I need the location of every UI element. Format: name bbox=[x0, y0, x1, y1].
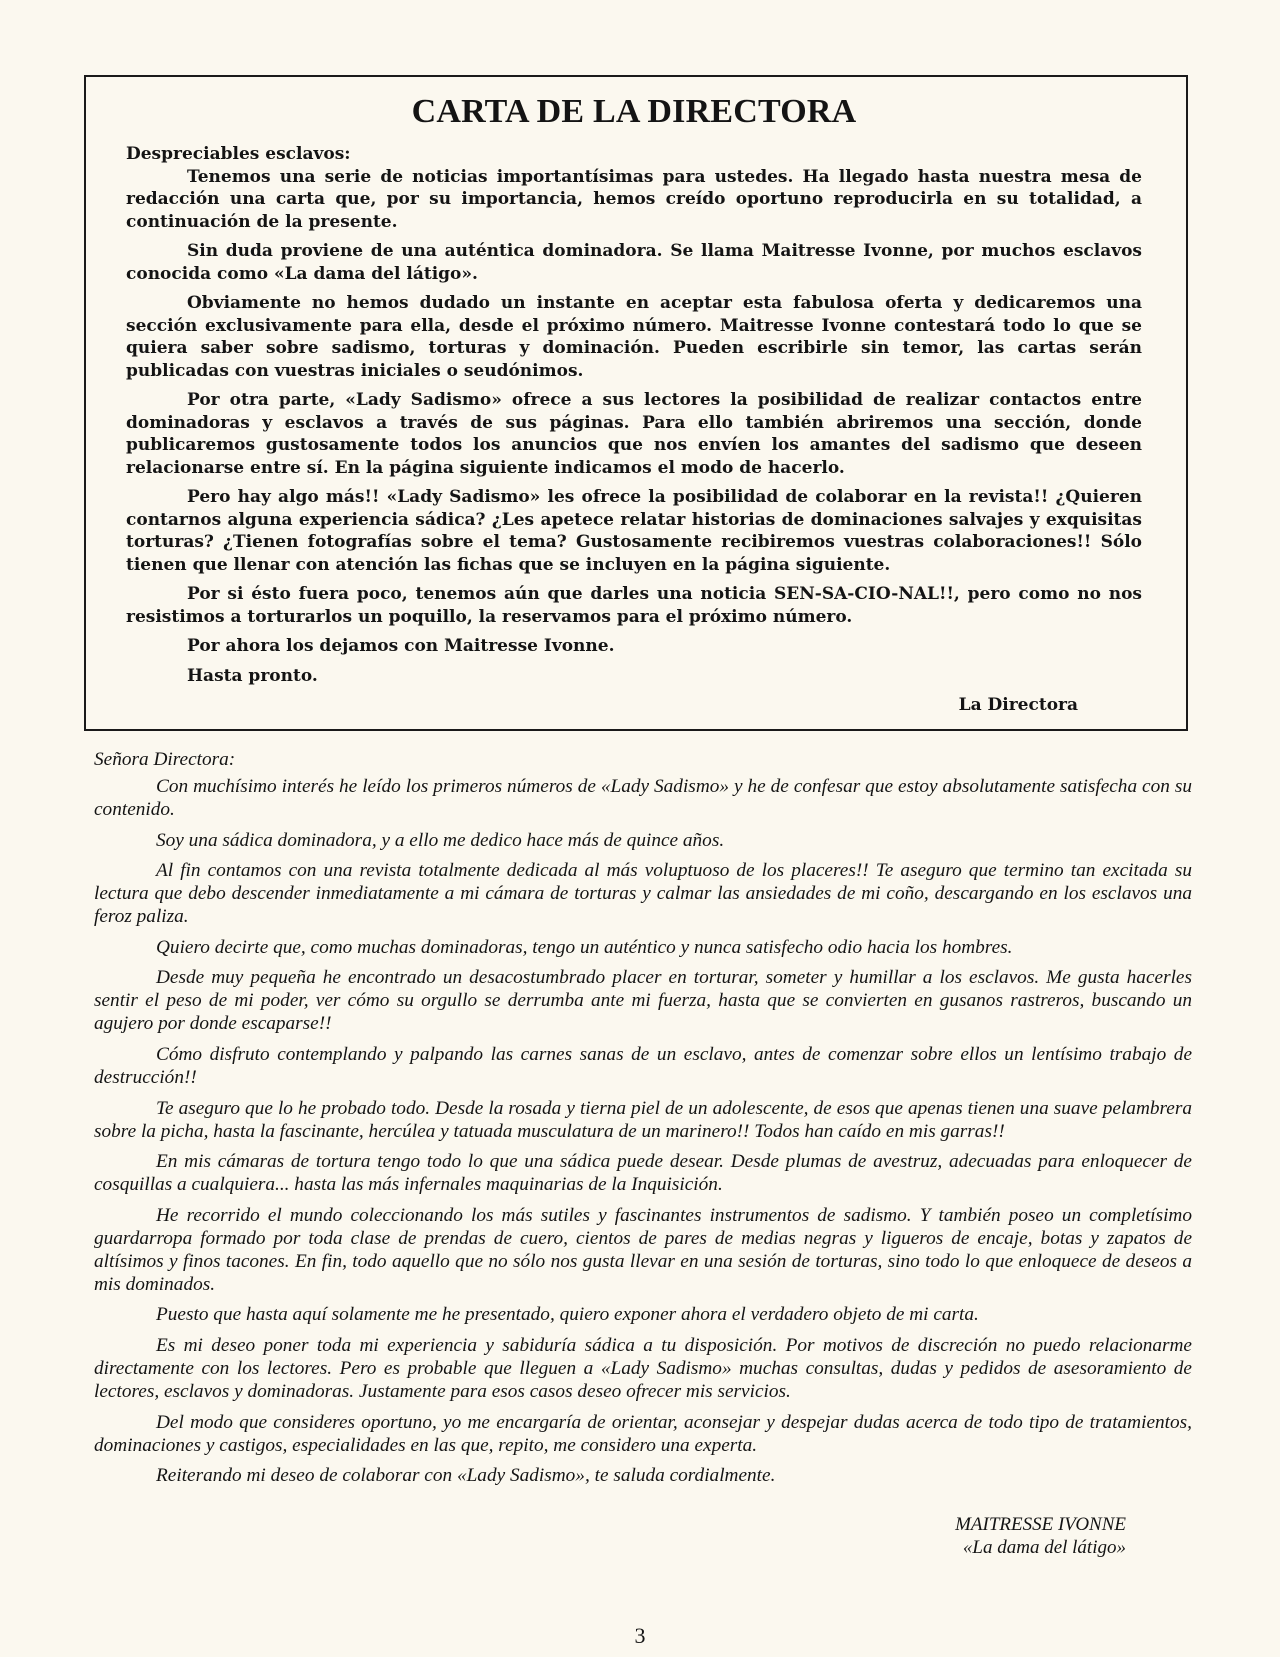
director-paragraph: Obviamente no hemos dudado un instante en aceptar esta fabulosa oferta y dedicaremos una sección exclusivamente para ella, desde el próximo número. Maitresse Ivonne contestará todo lo que se quiera saber sobre sadismo, torturas y dominación. Pueden escribirle sin temor, las cartas serán publicadas con vuestras iniciales o seudónimos. bbox=[126, 293, 1142, 381]
director-paragraph: Tenemos una serie de noticias importantísimas para ustedes. Ha llegado hasta nuestra mesa de redacción una carta que, por su importancia, hemos creído oportuno reproducirla en su totalidad, a continuación de la presente. bbox=[126, 166, 1142, 232]
director-paragraph: Por si ésto fuera poco, tenemos aún que darles una noticia SEN-SA-CIO-NAL!!, pero como no nos resistimos a torturarlos un poquillo, la reservamos para el próximo número. bbox=[126, 584, 1142, 627]
letter-paragraph: Es mi deseo poner toda mi experiencia y sabiduría sádica a tu disposición. Por motivos de discreción no puedo relacionarme directamente con los lectores. Pero es probable que lleguen a «Lady Sadismo» muchas consultas, dudas y pedidos de asesoramiento de lectores, esclavos y dominadoras. Justamente para esos casos deseo ofrecer mis servicios. bbox=[94, 1334, 1192, 1402]
director-letter-box bbox=[84, 75, 1188, 731]
letter-paragraph: Cómo disfruto contemplando y palpando las carnes sanas de un esclavo, antes de comenzar sobre ellos un lentísimo trabajo de destrucción!! bbox=[94, 1043, 1192, 1088]
director-paragraph: Hasta pronto. bbox=[187, 665, 318, 686]
page-number: 3 bbox=[634, 1623, 646, 1648]
letter-paragraph: Reiterando mi deseo de colaborar con «Lady Sadismo», te saluda cordialmente. bbox=[156, 1465, 776, 1487]
letter-paragraph: Te aseguro que lo he probado todo. Desde la rosada y tierna piel de un adolescente, de esos que apenas tienen una suave pelambrera sobre la picha, hasta la fascinante, hercúlea y tatuada musculatura de un marinero!! Todos han caído en mis garras!! bbox=[94, 1097, 1192, 1142]
director-paragraph: Por otra parte, «Lady Sadismo» ofrece a sus lectores la posibilidad de realizar contactos entre dominadoras y esclavos a través de sus páginas. Para ello también abriremos una sección, donde publicaremos gustosamente todos los anuncios que nos envíen los amantes del sadismo que deseen relacionarse entre sí. En la página siguiente indicamos el modo de hacerlo. bbox=[126, 390, 1142, 478]
page-title: CARTA DE LA DIRECTORA bbox=[411, 93, 857, 130]
letter-greeting: Señora Directora: bbox=[94, 749, 236, 770]
letter-paragraph: He recorrido el mundo coleccionando los más sutiles y fascinantes instrumentos de sadismo. Y también poseo un completísimo guardarropa formado por toda clase de prendas de cuero, cientos de pares de medias negras y ligueros de encaje, botas y zapatos de altísimos y finos tacones. En fin, todo aquello que no sólo nos gusta llevar en una sesión de torturas, sino todo lo que enloquece de deseos a mis dominados. bbox=[94, 1204, 1192, 1295]
letter-paragraph: Soy una sádica dominadora, y a ello me dedico hace más de quince años. bbox=[156, 829, 725, 851]
director-greeting: Despreciables esclavos: bbox=[126, 144, 351, 164]
letter-paragraph: Al fin contamos con una revista totalmente dedicada al más voluptuoso de los placeres!! Te aseguro que termino tan excitada su lectura que debo descender inmediatamente a mi cámara de torturas y calmar las ansiedades de mi coño, descargando en los esclavos una feroz paliza. bbox=[94, 860, 1192, 928]
letter-paragraph: Con muchísimo interés he leído los primeros números de «Lady Sadismo» y he de confesar que estoy absolutamente satisfecha con su contenido. bbox=[94, 776, 1192, 820]
letter-paragraph: Quiero decirte que, como muchas dominadoras, tengo un auténtico y nunca satisfecho odio hacia los hombres. bbox=[156, 936, 1013, 958]
signature-name: MAITRESSE IVONNE bbox=[955, 1514, 1126, 1535]
signature-alias: «La dama del látigo» bbox=[962, 1537, 1126, 1558]
letter-paragraph: Desde muy pequeña he encontrado un desacostumbrado placer en torturar, someter y humillar a los esclavos. Me gusta hacerles sentir el peso de mi poder, ver cómo su orgullo se derrumba ante mi fuerza, hasta que se convierten en gusanos rastreros, buscando un agujero por donde escaparse!! bbox=[94, 967, 1192, 1035]
letter-paragraph: En mis cámaras de tortura tengo todo lo que una sádica puede desear. Desde plumas de avestruz, adecuadas para enloquecer de cosquillas a cualquiera... hasta las más infernales maquinarias de la Inquisición. bbox=[94, 1151, 1192, 1196]
director-paragraph: Pero hay algo más!! «Lady Sadismo» les ofrece la posibilidad de colaborar en la revista!! ¿Quieren contarnos alguna experiencia sádica? ¿Les apetece relatar historias de dominaciones salvajes y exquisitas torturas? ¿Tienen fotografías sobre el tema? Gustosamente recibiremos vuestras colaboraciones!! Sólo tienen que llenar con atención las fichas que se incluyen en la página siguiente. bbox=[126, 487, 1142, 575]
director-signature: La Directora bbox=[958, 695, 1078, 715]
letter-signature bbox=[955, 1513, 1126, 1559]
reader-letter bbox=[94, 748, 1192, 1495]
letter-paragraph: Del modo que consideres oportuno, yo me encargaría de orientar, aconsejar y despejar dudas acerca de todo tipo de tratamientos, dominaciones y castigos, especialidades en las que, repito, me considero una experta. bbox=[94, 1411, 1192, 1456]
director-paragraph: Por ahora los dejamos con Maitresse Ivonne. bbox=[187, 636, 615, 656]
letter-paragraph: Puesto que hasta aquí solamente me he presentado, quiero exponer ahora el verdadero objeto de mi carta. bbox=[156, 1304, 979, 1326]
director-paragraph: Sin duda proviene de una auténtica dominadora. Se llama Maitresse Ivonne, por muchos esclavos conocida como «La dama del látigo». bbox=[126, 241, 1142, 284]
